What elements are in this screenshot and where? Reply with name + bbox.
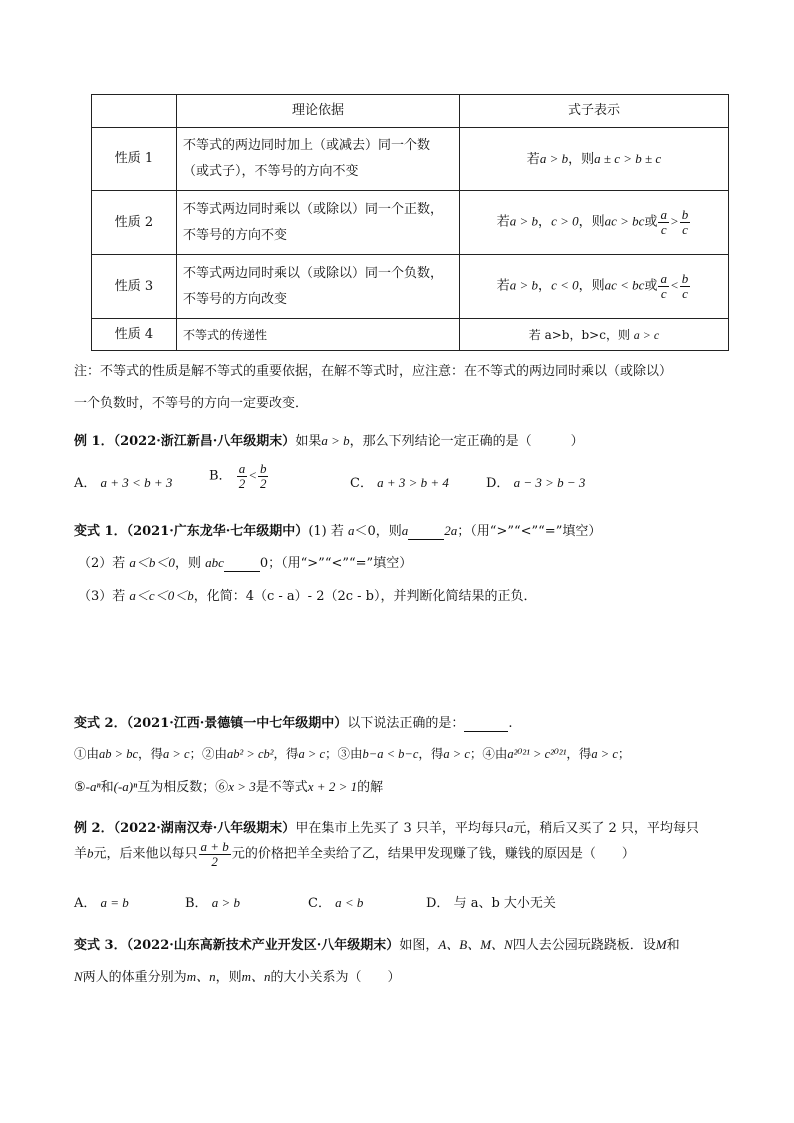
text: ；	[617, 746, 631, 761]
math: b	[87, 845, 94, 861]
math: m、n	[186, 969, 216, 984]
math: m、n	[241, 969, 271, 984]
option-math: a + 3 < b + 3	[100, 475, 173, 490]
property-basis	[177, 191, 460, 255]
denominator: c	[682, 286, 688, 301]
numerator: b	[681, 207, 689, 223]
option-math: a > b	[211, 895, 240, 910]
text: ，得	[273, 746, 299, 761]
fraction	[258, 462, 269, 490]
math: a > c	[591, 747, 618, 761]
option-c	[350, 472, 449, 491]
option-math: a + 3 > b + 4	[377, 475, 449, 490]
fraction	[658, 272, 669, 300]
denominator: c	[682, 222, 688, 237]
example-title: 例 2．（2022·湖南汉寿·八年级期末）	[74, 821, 296, 836]
option-math: a = b	[100, 895, 129, 910]
formula-math: a > b	[539, 150, 569, 166]
option-label: A．	[74, 476, 97, 491]
formula-text: 若	[496, 279, 510, 294]
math: M	[655, 937, 667, 952]
formula-math: a > b	[509, 214, 539, 229]
example-2-line-2	[74, 840, 635, 868]
formula-math: ac < bc	[604, 278, 645, 293]
property-formula	[460, 319, 729, 351]
text: ；②由	[189, 746, 228, 761]
question-text: 0；（用“>”“<”“=”填空）	[259, 556, 413, 571]
variant-2-line-1	[74, 744, 630, 762]
formula-math: a > c	[633, 327, 660, 342]
property-name: 性质 3	[92, 255, 177, 319]
math: a > c	[443, 747, 470, 761]
formula-text: ，	[538, 215, 552, 230]
formula-text: ，则	[578, 279, 605, 294]
math: -aⁿ	[85, 779, 101, 794]
formula-text: 若 a>b，b>c，则	[528, 327, 630, 342]
fraction	[237, 462, 248, 490]
math: N	[74, 969, 83, 984]
question-math: abc	[205, 555, 224, 570]
text: 两人的体重分别为	[82, 970, 187, 985]
basis-line: 不等式的两边同时加上（或减去）同一个数	[183, 138, 431, 153]
option-label: A．	[74, 896, 97, 911]
text: 和	[100, 780, 114, 795]
math: a²⁰²¹ > c²⁰²¹	[507, 747, 567, 761]
numerator: a	[660, 207, 667, 223]
option-a	[74, 472, 172, 491]
property-formula	[460, 255, 729, 319]
header-cell-empty	[92, 95, 177, 128]
property-basis	[177, 128, 460, 191]
math: A、B、M、N	[438, 937, 513, 952]
math: (-a)ⁿ	[113, 779, 138, 794]
option-label: B．	[209, 468, 232, 484]
math: b−a < b−c	[362, 747, 419, 761]
formula-math: a ± c > b ± c	[594, 150, 662, 166]
properties-table	[91, 94, 729, 351]
basis-line: （或式子），不等号的方向不变	[183, 164, 359, 179]
fraction	[658, 208, 669, 236]
question-text: (1) 若	[308, 524, 344, 539]
table-row	[92, 128, 729, 191]
stem-text: ，那么下列结论一定正确的是（ ）	[349, 434, 584, 449]
text: 四人去公园玩跷跷板．设	[512, 938, 656, 953]
formula-text: ，则	[568, 151, 595, 167]
text: ，则	[215, 970, 242, 985]
denominator: 2	[211, 853, 218, 869]
fraction	[680, 272, 691, 300]
basis-line: 不等号的方向改变	[183, 291, 288, 307]
formula-math: c < 0	[551, 278, 579, 293]
math: x + 2 > 1	[307, 779, 358, 794]
option-d	[426, 892, 556, 911]
question-math: a＜c＜0＜b	[129, 588, 194, 603]
formula-math: a > b	[509, 278, 539, 293]
option-b	[209, 462, 269, 490]
basis-line: 不等式两边同时乘以（或除以）同一个正数，	[183, 201, 444, 217]
option-math: a − 3 > b − 3	[513, 475, 586, 490]
question-text: 以下说法正确的是：	[347, 716, 465, 731]
property-formula	[460, 191, 729, 255]
denominator: 2	[238, 475, 246, 491]
stem-math: a > b	[321, 433, 350, 448]
example-2-line-1	[74, 817, 699, 836]
text: ；③由	[325, 746, 363, 761]
question-text: ，化简：4（c - a）- 2（2c - b），并判断化简结果的正负．	[193, 589, 537, 604]
property-name: 性质 1	[92, 128, 177, 191]
variant-3-line-2	[74, 966, 401, 985]
option-c	[308, 892, 363, 911]
option-label: C．	[308, 896, 331, 911]
property-formula	[460, 128, 729, 191]
question-math: a＜b＜0	[129, 555, 175, 570]
numerator: a + b	[200, 839, 229, 854]
variant-2-line-2	[74, 776, 383, 795]
formula-text: 若	[496, 215, 510, 230]
variant-3-line-1	[74, 934, 680, 953]
numerator: b	[259, 461, 267, 476]
text: 的解	[357, 780, 384, 795]
question-math: a	[348, 523, 355, 538]
formula-text: 若	[526, 151, 540, 167]
property-basis: 不等式的传递性	[177, 319, 460, 351]
text: ①由	[74, 746, 100, 761]
math: x > 3	[228, 779, 256, 794]
answer-blank	[224, 556, 260, 572]
text: 元，稍后又买了 2 只，平均每只	[513, 821, 699, 836]
text: ，得	[566, 746, 592, 761]
answer-blank	[464, 716, 508, 732]
numerator: a	[660, 271, 667, 287]
variant-1-q2	[78, 552, 412, 572]
option-b	[185, 892, 240, 911]
table-row	[92, 319, 729, 351]
property-name: 性质 2	[92, 191, 177, 255]
option-a	[74, 892, 129, 911]
text: 是不等式	[255, 780, 308, 795]
header-cell-basis: 理论依据	[177, 95, 460, 128]
formula-op: >	[669, 214, 679, 229]
formula-op: <	[669, 278, 679, 293]
text: 元的价格把羊全卖给了乙，结果甲发现赚了钱，赚钱的原因是（ ）	[231, 846, 635, 862]
formula-text: ，	[538, 279, 552, 294]
table-row	[92, 255, 729, 319]
example-1-stem	[74, 430, 584, 449]
option-math: a < b	[335, 895, 364, 910]
formula-text: 或	[644, 279, 658, 294]
math: a > c	[163, 747, 190, 761]
question-text: （3）若	[78, 589, 126, 604]
option-label: B．	[185, 896, 208, 911]
question-text: ，则	[174, 556, 201, 571]
fraction	[680, 208, 691, 236]
option-label: C．	[350, 476, 373, 491]
math: a > c	[298, 747, 325, 761]
denominator: c	[660, 222, 667, 237]
table-header-row	[92, 95, 729, 128]
question-text: ；（用“>”“<”“=”填空）	[457, 524, 602, 539]
option-label: D．	[426, 896, 450, 911]
table-row	[92, 191, 729, 255]
text: 元，后来他以每只	[93, 846, 198, 862]
formula-math: c > 0	[551, 214, 579, 229]
variant-title: 变式 3．（2022·山东高新技术产业开发区·八年级期末）	[74, 938, 400, 953]
note-line: 注：不等式的性质是解不等式的重要依据，在解不等式时，应注意：在不等式的两边同时乘以（或除以）	[74, 364, 673, 379]
question-text: （2）若	[78, 556, 126, 571]
property-basis	[177, 255, 460, 319]
math: ab² > cb²	[227, 747, 274, 761]
example-title: 例 1．（2022·浙江新昌·八年级期末）	[74, 434, 296, 449]
math: a	[506, 820, 514, 835]
fraction	[199, 840, 231, 868]
text: 甲在集市上先买了 3 只羊，平均每只	[295, 821, 507, 836]
question-math: a	[401, 523, 409, 538]
text: 和	[666, 938, 680, 953]
variant-2-stem: 变式 2．（2021·江西·景德镇一中七年级期中）以下说法正确的是： .	[74, 716, 513, 731]
basis-line: 不等式两边同时乘以（或除以）同一个负数，	[183, 265, 444, 281]
text: 互为相反数；⑥	[137, 780, 229, 795]
basis-line: 不等号的方向不变	[183, 227, 288, 243]
formula-text: 或	[644, 215, 658, 230]
text: ；④由	[469, 746, 508, 761]
numerator: a	[238, 461, 246, 476]
question-math: 2a	[444, 523, 458, 538]
variant-1-q1	[74, 520, 601, 540]
text: 羊	[74, 846, 88, 862]
denominator: 2	[259, 475, 267, 491]
stem-text: 如果	[295, 434, 322, 449]
property-name: 性质 4	[92, 319, 177, 351]
numerator: b	[681, 271, 689, 287]
text: ，得	[418, 746, 444, 761]
text: ⑤	[74, 780, 86, 795]
text: 的大小关系为（ ）	[270, 970, 401, 985]
math: ab > bc	[99, 747, 138, 761]
formula-text: ，则	[578, 215, 605, 230]
variant-title: 变式 2．（2021·江西·景德镇一中七年级期中）	[74, 716, 348, 731]
answer-blank	[408, 524, 444, 540]
text: 如图，	[399, 938, 439, 953]
option-d	[486, 472, 585, 491]
question-text: ＜0，则	[354, 524, 402, 539]
option-text: 与 a、b 大小无关	[453, 896, 556, 911]
formula-math: ac > bc	[604, 214, 645, 229]
variant-title: 变式 1．（2021·广东龙华·七年级期中）	[74, 524, 309, 539]
text: ，得	[138, 746, 164, 761]
variant-1-q3	[78, 585, 537, 604]
denominator: c	[660, 286, 667, 301]
note-line: 一个负数时，不等号的方向一定要改变．	[74, 396, 309, 411]
header-cell-formula: 式子表示	[460, 95, 729, 128]
option-label: D．	[486, 476, 510, 491]
option-op: <	[248, 467, 257, 483]
